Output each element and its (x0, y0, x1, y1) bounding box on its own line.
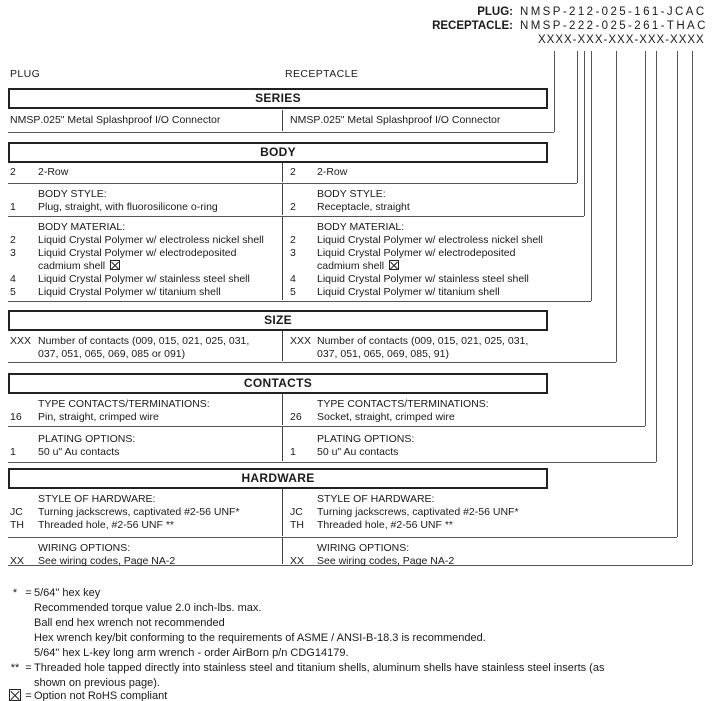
footnote-rohs (7, 689, 167, 701)
option-code: 1 (10, 446, 16, 458)
option-desc: Socket, straight, crimped wire (317, 411, 455, 423)
option-desc: See wiring codes, Page NA-2 (38, 555, 176, 567)
size-plug-cell (8, 331, 282, 361)
category-label: TYPE CONTACTS/TERMINATIONS: (317, 398, 489, 410)
series-plug-cell (8, 110, 282, 131)
option-code: NMSP (10, 114, 41, 126)
option-code: 2 (290, 234, 296, 246)
footnote-symbol: ** (10, 662, 20, 674)
wiring-plug-cell (8, 538, 282, 567)
option-desc: .025" Metal Splashproof I/O Connector (40, 114, 221, 126)
wiring-receptacle-cell (282, 538, 694, 567)
body-rows-plug-cell (8, 163, 282, 182)
contact-type-receptacle-cell (282, 394, 694, 425)
body-material-option (10, 286, 282, 299)
body-style-plug-option (10, 201, 282, 214)
contact-type-plug-option (10, 411, 282, 424)
series-row (8, 110, 694, 131)
option-desc: Liquid Crystal Polymer w/ titanium shell (317, 286, 500, 298)
hardware-section-header: HARDWARE (8, 468, 548, 489)
plug-part-number-label: PLUG: (477, 6, 513, 18)
contact-type-row (8, 394, 694, 425)
series-section-header: SERIES (8, 88, 548, 109)
footnote-equals: = (25, 690, 32, 701)
body-style-receptacle-option (290, 201, 694, 214)
separator-size-bottom (8, 362, 616, 363)
option-desc: Liquid Crystal Polymer w/ stainless steel shell (38, 273, 250, 285)
hardware-style-option (10, 519, 282, 532)
part-number-pattern: XXXX-XXX-XXX-XXX-XXXX (538, 34, 705, 46)
receptacle-part-number-row (348, 20, 708, 33)
hardware-style-receptacle-cell (282, 489, 694, 536)
option-desc: Liquid Crystal Polymer w/ stainless steel shell (317, 273, 529, 285)
body-rows-receptacle-option (290, 166, 694, 179)
body-section-header: BODY (8, 142, 548, 163)
footnote-text: Option not RoHS compliant (34, 690, 168, 701)
size-receptacle-cell (282, 331, 694, 361)
body-rows-plug-option (10, 166, 282, 179)
footnote-equals: = (25, 587, 32, 599)
separator-series-bottom (8, 132, 554, 133)
category-label: PLATING OPTIONS: (38, 433, 136, 445)
footnote-hex-key (7, 586, 486, 661)
footnote-equals: = (25, 662, 32, 674)
option-code: 16 (10, 411, 22, 423)
series-plug-option (10, 114, 282, 127)
category-label: WIRING OPTIONS: (38, 542, 131, 554)
option-desc: Pin, straight, crimped wire (38, 411, 159, 423)
category-label: BODY MATERIAL: (317, 221, 405, 233)
hardware-style-row (8, 489, 694, 536)
wiring-receptacle-option (290, 555, 694, 568)
option-desc: Turning jackscrews, captivated #2-56 UNF* (317, 506, 519, 518)
body-material-plug-cell (8, 217, 282, 300)
contact-type-receptacle-option (290, 411, 694, 424)
category-label: STYLE OF HARDWARE: (317, 493, 435, 505)
not-rohs-icon (110, 260, 120, 270)
plating-plug-cell (8, 427, 282, 461)
option-desc: Liquid Crystal Polymer w/ electrodeposited cadmium shell (38, 247, 237, 272)
plating-plug-option (10, 446, 282, 459)
option-code: 1 (10, 201, 16, 213)
size-receptacle-option (290, 335, 694, 361)
option-code: TH (290, 519, 304, 531)
receptacle-part-number-value: NMSP-222-025-261-THAC (520, 20, 708, 32)
hardware-style-plug-cell (8, 489, 282, 536)
body-material-option (290, 247, 694, 273)
body-material-option (290, 273, 694, 286)
plug-part-number-value: NMSP-212-025-161-JCAC (520, 6, 707, 18)
footnote-threaded-hole (7, 661, 614, 691)
separator-body-material-bottom (8, 301, 591, 302)
option-code: 2 (290, 201, 296, 213)
option-code: 26 (290, 411, 302, 423)
series-receptacle-option (290, 114, 694, 127)
contacts-section-header: CONTACTS (8, 373, 548, 394)
option-code: XX (290, 555, 305, 567)
contact-type-plug-cell (8, 394, 282, 425)
option-desc: 2-Row (38, 166, 69, 178)
category-label: TYPE CONTACTS/TERMINATIONS: (38, 398, 210, 410)
option-desc: Liquid Crystal Polymer w/ titanium shell (38, 286, 221, 298)
footnote-symbol: * (12, 587, 18, 599)
category-label: PLATING OPTIONS: (317, 433, 415, 445)
option-desc: Turning jackscrews, captivated #2-56 UNF* (38, 506, 240, 518)
plug-part-number-row (348, 6, 707, 19)
body-material-option (10, 234, 282, 247)
series-receptacle-cell (282, 110, 694, 131)
not-rohs-icon (7, 689, 23, 701)
separator-plating-bottom (8, 462, 656, 463)
option-desc: Liquid Crystal Polymer w/ electroless nickel shell (38, 234, 264, 246)
option-code: 3 (290, 247, 296, 259)
footnote-text: 5/64" hex key Recommended torque value 2.0 inch-lbs. max. Ball end hex wrench not recommended Hex wrench key/bit conforming to the requirements of ASME / ANSI-B-18.3 is recommended. 5/64" hex L-key long arm wrench - order AirBorn p/n CDG14179. (34, 587, 486, 659)
category-label: BODY STYLE: (317, 188, 386, 200)
option-desc: Plug, straight, with fluorosilicone o-ring (38, 201, 218, 213)
body-style-plug-cell (8, 184, 282, 215)
hardware-style-option (290, 506, 694, 519)
option-desc: Number of contacts (009, 015, 021, 025, 031, 037, 051, 065, 069, 085, 91) (317, 335, 529, 360)
plating-receptacle-cell (282, 427, 694, 461)
category-label: WIRING OPTIONS: (317, 542, 410, 554)
option-desc: 50 u" Au contacts (38, 446, 120, 458)
body-material-receptacle-cell (282, 217, 694, 300)
option-code: 5 (10, 286, 16, 298)
wiring-row (8, 538, 694, 567)
size-section-header: SIZE (8, 310, 548, 331)
plug-column-caption: PLUG (10, 68, 41, 80)
option-code: XX (10, 555, 25, 567)
plating-row (8, 427, 694, 461)
option-code: 2 (10, 234, 16, 246)
body-style-row (8, 184, 694, 215)
option-code: TH (10, 519, 24, 531)
option-code: 3 (10, 247, 16, 259)
option-code: 2 (10, 166, 16, 178)
option-desc: Receptacle, straight (317, 201, 410, 213)
body-style-receptacle-cell (282, 184, 694, 215)
option-code: XXX (10, 335, 32, 347)
option-code: 5 (290, 286, 296, 298)
not-rohs-icon (389, 260, 399, 270)
hardware-style-option (290, 519, 694, 532)
receptacle-part-number-label: RECEPTACLE: (432, 20, 513, 32)
option-desc: 50 u" Au contacts (317, 446, 399, 458)
receptacle-column-caption: RECEPTACLE (285, 68, 359, 80)
body-material-option (10, 247, 282, 273)
body-rows-receptacle-cell (282, 163, 694, 182)
option-desc: See wiring codes, Page NA-2 (317, 555, 455, 567)
size-plug-option (10, 335, 282, 361)
body-rows-row (8, 163, 694, 182)
option-desc: .025" Metal Splashproof I/O Connector (320, 114, 501, 126)
category-label: STYLE OF HARDWARE: (38, 493, 156, 505)
option-code: NMSP (290, 114, 321, 126)
option-code: 1 (290, 446, 296, 458)
body-material-row (8, 217, 694, 300)
option-desc: 2-Row (317, 166, 348, 178)
option-code: XXX (290, 335, 312, 347)
option-code: 4 (10, 273, 16, 285)
option-code: JC (290, 506, 303, 518)
category-label: BODY MATERIAL: (38, 221, 126, 233)
body-material-option (10, 273, 282, 286)
plating-receptacle-option (290, 446, 694, 459)
option-desc: Threaded hole, #2-56 UNF ** (38, 519, 174, 531)
body-material-option (290, 234, 694, 247)
option-code: JC (10, 506, 23, 518)
hardware-style-option (10, 506, 282, 519)
size-row (8, 331, 694, 361)
option-desc: Liquid Crystal Polymer w/ electroless nickel shell (317, 234, 543, 246)
footnote-text: Threaded hole tapped directly into stainless steel and titanium shells, aluminum shells have stainless steel inserts (as shown on previous page). (34, 662, 605, 689)
option-desc: Number of contacts (009, 015, 021, 025, 031, 037, 051, 065, 069, 085 or 091) (38, 335, 250, 360)
body-material-option (290, 286, 694, 299)
option-desc: Threaded hole, #2-56 UNF ** (317, 519, 453, 531)
option-code: 4 (290, 273, 296, 285)
option-code: 2 (290, 166, 296, 178)
wiring-plug-option (10, 555, 282, 568)
option-desc: Liquid Crystal Polymer w/ electrodeposited cadmium shell (317, 247, 516, 272)
category-label: BODY STYLE: (38, 188, 107, 200)
